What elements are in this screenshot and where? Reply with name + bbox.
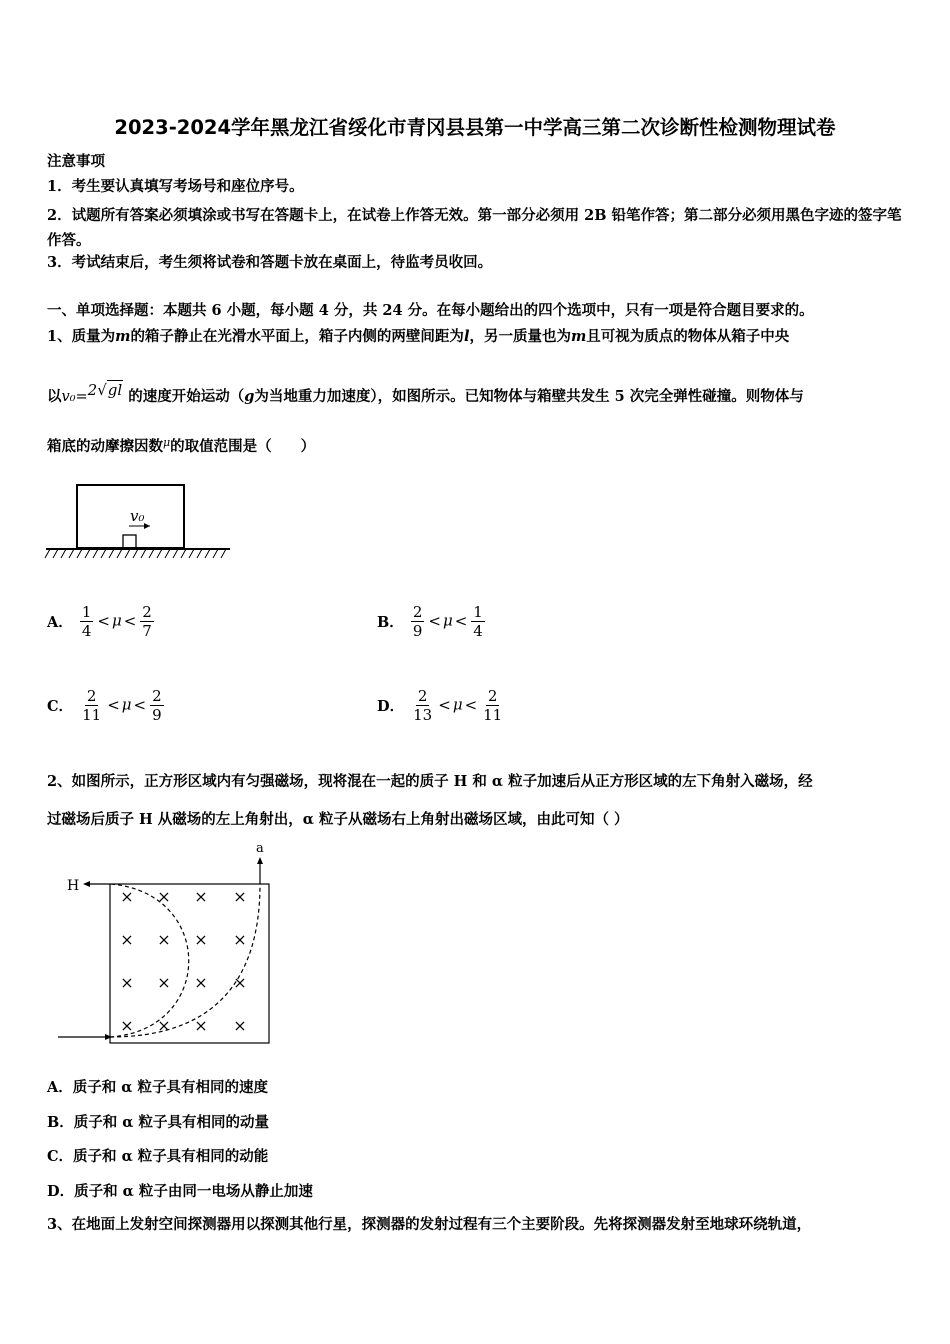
svg-text:×: ×: [157, 887, 171, 906]
svg-text:×: ×: [157, 1016, 171, 1035]
v0-label: v₀: [130, 507, 145, 525]
q2-option-a[interactable]: A．质子和 α 粒子具有相同的速度: [47, 1079, 269, 1096]
q2-option-c[interactable]: C．质子和 α 粒子具有相同的动能: [47, 1148, 269, 1165]
svg-text:×: ×: [194, 887, 208, 906]
notice-item-3: 3．考试结束后，考生须将试卷和答题卡放在桌面上，待监考员收回。: [47, 254, 493, 271]
q1-option-d[interactable]: D． $\frac{2}{13}$ < μ < $\frac{2}{11}$: [377, 687, 503, 724]
notice-item-2: 2．试题所有答案必须填涂或书写在答题卡上，在试卷上作答无效。第一部分必须用 2B 铅笔作答；第二部分必须用黑色字迹的签字笔作答。: [47, 207, 902, 249]
svg-text:×: ×: [120, 1016, 134, 1035]
svg-text:×: ×: [157, 930, 171, 949]
svg-text:×: ×: [120, 973, 134, 992]
q1-line-1: 1、质量为m的箱子静止在光滑水平面上，箱子内侧的两壁间距为l，另一质量也为m且可视为质点的物体从箱子中央: [47, 328, 790, 345]
svg-text:×: ×: [120, 930, 134, 949]
alpha-label: a: [256, 841, 264, 856]
svg-text:×: ×: [233, 887, 247, 906]
q1-line-3: 箱底的动摩擦因数$^\mu$的取值范围是（ ）: [47, 436, 316, 455]
svg-text:×: ×: [233, 1016, 247, 1035]
notice-item-1: 1．考生要认真填写考场号和座位序号。: [47, 178, 304, 195]
proton-path: [110, 884, 189, 1037]
magnetic-field-diagram: [55, 840, 285, 1050]
v0-formula: 2√gl: [87, 381, 123, 399]
field-crosses: [120, 887, 246, 1035]
page-title: 2023-2024学年黑龙江省绥化市青冈县县第一中学高三第二次诊断性检测物理试卷: [114, 116, 836, 139]
small-block: [123, 535, 136, 548]
proton-label: H: [67, 878, 80, 894]
svg-text:×: ×: [233, 973, 247, 992]
q1-option-b[interactable]: B． $\frac{2}{9}$ < μ < $\frac{1}{4}$: [377, 603, 483, 640]
alpha-path: [110, 884, 260, 1037]
svg-text:×: ×: [157, 973, 171, 992]
q1-line-2: 以v₀=2√gl 的速度开始运动（g为当地重力加速度），如图所示。已知物体与箱壁共发生 5 次完全弹性碰撞。则物体与: [47, 381, 804, 405]
svg-text:×: ×: [194, 1016, 208, 1035]
q2-line-1: 2、如图所示，正方形区域内有匀强磁场，现将混在一起的质子 H 和 α 粒子加速后从正方形区域的左下角射入磁场，经: [47, 773, 813, 790]
svg-text:×: ×: [120, 887, 134, 906]
q1-option-a[interactable]: A． $\frac{1}{4}$ < μ < $\frac{2}{7}$: [47, 603, 152, 640]
q2-line-2: 过磁场后质子 H 从磁场的左上角射出，α 粒子从磁场右上角射出磁场区域，由此可知（ ）: [47, 811, 629, 828]
q2-option-b[interactable]: B．质子和 α 粒子具有相同的动量: [47, 1114, 270, 1131]
q1-option-c[interactable]: C． $\frac{2}{11}$ < μ < $\frac{2}{9}$: [47, 687, 162, 724]
svg-text:×: ×: [194, 930, 208, 949]
notice-heading: 注意事项: [47, 153, 105, 170]
svg-text:×: ×: [194, 973, 208, 992]
box-on-ground-diagram: [44, 482, 234, 564]
q3-line-1: 3、在地面上发射空间探测器用以探测其他行星，探测器的发射过程有三个主要阶段。先将探测器发射至地球环绕轨道，: [47, 1216, 812, 1233]
svg-text:×: ×: [233, 930, 247, 949]
section-heading: 一、单项选择题：本题共 6 小题，每小题 4 分，共 24 分。在每小题给出的四个选项中，只有一项是符合题目要求的。: [47, 302, 814, 319]
q2-option-d[interactable]: D．质子和 α 粒子由同一电场从静止加速: [47, 1183, 313, 1200]
